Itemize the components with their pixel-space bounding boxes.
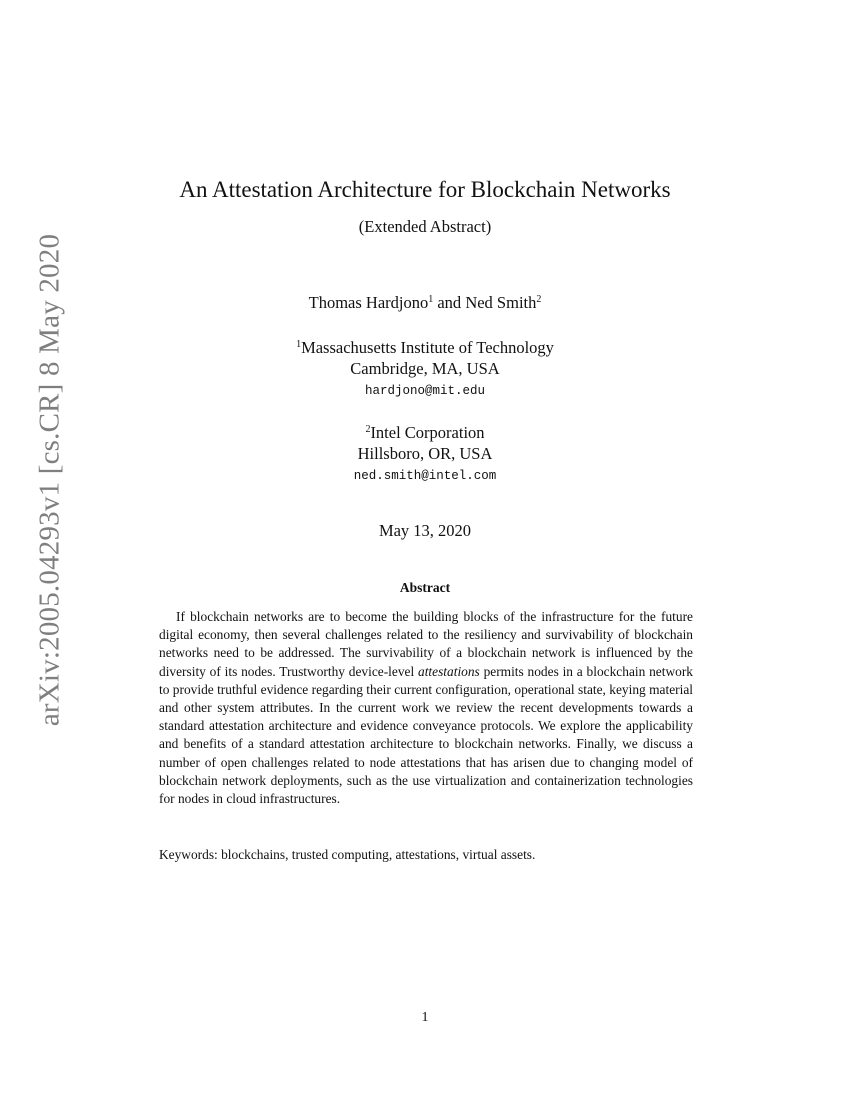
abstract-text-part-1: If blockchain networks are to become the building blocks of the infrastructure for the future digital economy, then several challenges related to the resiliency and survivability of blockchain networks need to be addressed. The survivability of a blockchain network is influenced by the diversity of its nodes. Trustworthy device-level xyxy=(159,609,693,679)
affiliation-1-email: hardjono@mit.edu xyxy=(364,384,486,398)
author-name-2: Ned Smith xyxy=(465,293,537,312)
affiliation-2-mark: 2 xyxy=(365,424,371,435)
abstract-text-part-2: permits nodes in a blockchain network to provide truthful evidence regarding their current configuration, operational state, keying material and other system attributes. In the current work we review the recent developments towards a standard attestation architecture and evidence conveyance protocols. We explore the applicability and benefits of a standard attestation architecture to blockchain networks. Finally, we discuss a number of open challenges related to node attestations that has arisen due to changing model of blockchain network deployments, such as the use virtualization and containerization technologies for nodes in cloud infrastructures. xyxy=(159,663,693,807)
paper-date: May 13, 2020 xyxy=(378,521,472,540)
abstract-body xyxy=(159,608,693,808)
author-conjunction: and xyxy=(433,293,466,312)
page-number: 1 xyxy=(421,1010,429,1025)
arxiv-identifier-stamp: arXiv:2005.04293v1 [cs.CR] 8 May 2020 xyxy=(33,233,66,727)
paper-subtitle: (Extended Abstract) xyxy=(358,217,492,236)
affiliation-2-name xyxy=(0,423,850,443)
affiliation-2-email: ned.smith@intel.com xyxy=(353,469,497,483)
affiliation-1-name xyxy=(0,338,850,358)
affiliation-1-institution: Massachusetts Institute of Technology xyxy=(301,338,554,357)
author-affiliation-mark-2: 2 xyxy=(536,294,542,305)
affiliation-2-institution: Intel Corporation xyxy=(370,423,485,442)
author-affiliation-mark-1: 1 xyxy=(428,294,434,305)
paper-title: An Attestation Architecture for Blockchain Networks xyxy=(179,177,671,202)
keywords-line: Keywords: blockchains, trusted computing, attestations, virtual assets. xyxy=(159,847,536,862)
affiliation-2-location: Hillsboro, OR, USA xyxy=(357,444,493,463)
author-name-1: Thomas Hardjono xyxy=(308,293,429,312)
author-line xyxy=(0,293,850,313)
affiliation-1-location: Cambridge, MA, USA xyxy=(350,359,500,378)
abstract-emphasis: attestations xyxy=(418,663,480,679)
abstract-heading: Abstract xyxy=(399,580,451,595)
affiliation-1-mark: 1 xyxy=(296,339,302,350)
